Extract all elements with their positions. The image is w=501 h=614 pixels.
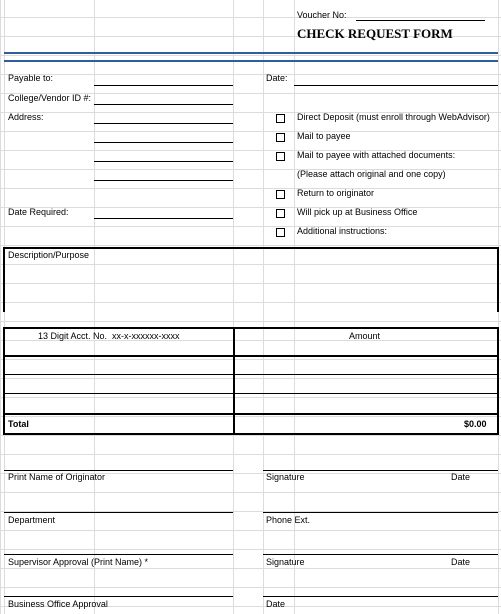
voucher-label: Voucher No:: [297, 10, 347, 20]
account-table-row-rule: [4, 393, 498, 394]
vendor-id-label: College/Vendor ID #:: [8, 93, 92, 103]
account-table-divider: [233, 327, 235, 435]
supervisor-signature-field[interactable]: [263, 554, 498, 555]
description-label: Description/Purpose: [8, 250, 90, 260]
checkbox-return-to-originator[interactable]: [276, 190, 285, 199]
address-label: Address:: [8, 112, 44, 122]
option-pick-up: Will pick up at Business Office: [297, 207, 418, 217]
checkbox-mail-with-documents[interactable]: [276, 152, 285, 161]
phone-label: Phone Ext.: [266, 515, 311, 525]
account-table-total-rule: [4, 413, 498, 415]
signature-label-2: Signature: [266, 557, 305, 567]
payable-to-label: Payable to:: [8, 73, 54, 83]
date-required-field[interactable]: [94, 218, 233, 219]
checkbox-pick-up[interactable]: [276, 209, 285, 218]
department-field[interactable]: [4, 512, 233, 513]
option-return-to-originator: Return to originator: [297, 188, 375, 198]
header-rule: [4, 60, 498, 62]
business-office-date-field[interactable]: [263, 596, 498, 597]
attach-note: (Please attach original and one copy): [297, 169, 446, 179]
payable-to-field[interactable]: [94, 85, 233, 86]
phone-field[interactable]: [263, 512, 498, 513]
department-label: Department: [8, 515, 56, 525]
business-office-label: Business Office Approval: [8, 599, 108, 609]
amount-cell[interactable]: [236, 357, 496, 373]
form-title: CHECK REQUEST FORM: [297, 26, 453, 41]
option-mail-to-payee: Mail to payee: [297, 131, 351, 141]
acct-number-cell[interactable]: [8, 357, 232, 373]
option-direct-deposit: Direct Deposit (must enroll through WebAdvisor): [297, 112, 490, 122]
voucher-number-field[interactable]: [356, 20, 485, 21]
acct-number-cell[interactable]: [8, 376, 232, 392]
supervisor-field[interactable]: [4, 554, 233, 555]
checkbox-direct-deposit[interactable]: [276, 114, 285, 123]
business-office-field[interactable]: [4, 596, 233, 597]
address-line-4[interactable]: [94, 180, 233, 181]
acct-number-cell[interactable]: [8, 395, 232, 411]
address-line-2[interactable]: [94, 142, 233, 143]
signature-field[interactable]: [263, 470, 498, 471]
account-table-row-rule: [4, 374, 498, 375]
print-name-field[interactable]: [4, 470, 233, 471]
header-rule: [4, 52, 498, 54]
option-additional-instructions: Additional instructions:: [297, 226, 388, 236]
address-line-1[interactable]: [94, 123, 233, 124]
date-label-2: Date: [451, 557, 471, 567]
amount-cell[interactable]: [236, 395, 496, 411]
date-label-1: Date: [451, 472, 471, 482]
date-label: Date:: [266, 73, 288, 83]
supervisor-label: Supervisor Approval (Print Name) *: [8, 557, 149, 567]
amount-cell[interactable]: [236, 376, 496, 392]
amount-header: Amount: [349, 331, 381, 341]
acct-format-text: xx-x-xxxxxx-xxxx: [112, 331, 180, 341]
total-label: Total: [8, 419, 29, 429]
signature-label: Signature: [266, 472, 305, 482]
acct-header-text: 13 Digit Acct. No.: [38, 331, 108, 341]
total-value: $0.00: [464, 419, 487, 429]
date-label-3: Date: [266, 599, 286, 609]
checkbox-additional-instructions[interactable]: [276, 228, 285, 237]
print-name-label: Print Name of Originator: [8, 472, 106, 482]
vendor-id-field[interactable]: [94, 104, 233, 105]
option-mail-with-documents: Mail to payee with attached documents:: [297, 150, 456, 160]
date-field[interactable]: [294, 85, 498, 86]
date-required-label: Date Required:: [8, 207, 69, 217]
address-line-3[interactable]: [94, 161, 233, 162]
acct-number-header: [38, 331, 180, 341]
checkbox-mail-to-payee[interactable]: [276, 133, 285, 142]
